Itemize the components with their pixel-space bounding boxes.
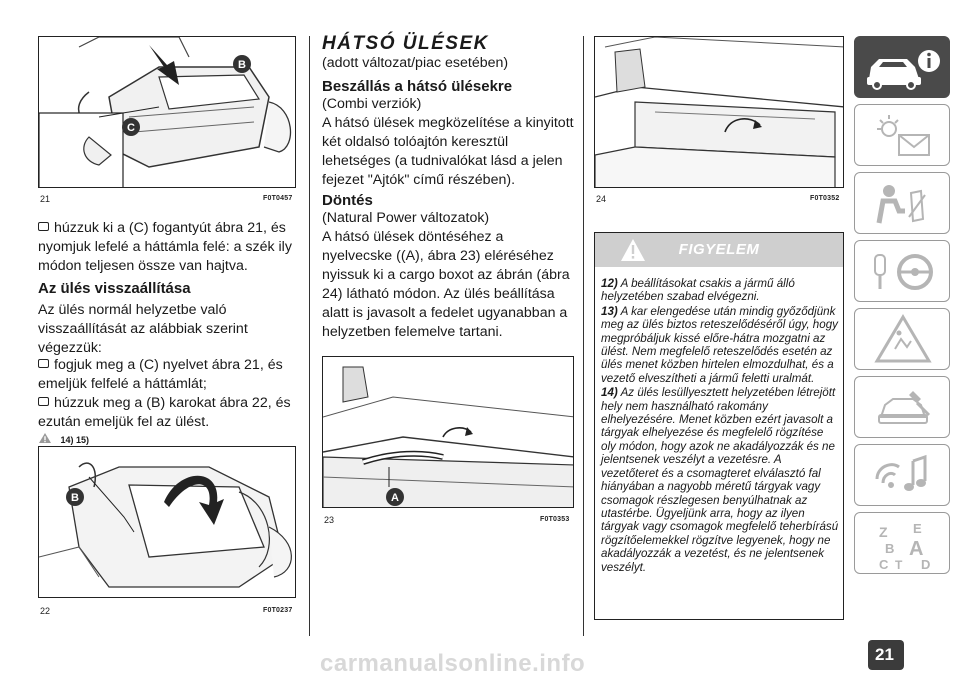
col1-bullet-1: húzzuk ki a (C) fogantyút ábra 21, és nyomjuk lefelé a háttámla felé: a szék ily módon teljesen össze van hajtva.: [38, 220, 292, 274]
svg-text:E: E: [913, 521, 922, 536]
warning-item-12: 12) A beállításokat csakis a jármű álló helyzetében szabad elvégezni.: [601, 277, 795, 304]
seat-fold-illustration: [39, 37, 296, 188]
warning-item-14: 14) Az ülés lesüllyesztett helyzetében létrejött hely nem használható rakomány elhelyezésére. Menet közben ezért javasolt a tárgyak elhelyezése és megfelelő rögzítése oly módon, hogy azok ne akadályozzák és ne jelentsenek veszélyt a vezetésre. A vezetőteret és a csomagteret elválasztó fal hiányában a nagyobb méretű tárgyak vagy csomagok részlegesen benyúlhatnak az utastérbe. Ügyeljünk arra, hogy az ilyen tárgyak vagy csomagok megfelelő teherbírású rögzítőelemekkel rögzítve legyenek, hogy ne akadályozzák a vezetést, és ne jelentsenek veszélyt.: [601, 386, 839, 574]
figure-21: [38, 36, 296, 188]
col2-heading-1: Beszállás a hátsó ülésekre: [322, 78, 513, 95]
column-divider-1: [309, 36, 310, 636]
col1-intro: Az ülés normál helyzetbe való visszaállítását az alábbiak szerint végezzük:: [38, 302, 248, 356]
checkbox-bullet-icon: [38, 397, 49, 406]
col2-paragraph-1: A hátsó ülések megközelítése a kinyitott két oldalsó tolóajtón keresztül lehetséges (a tudnivalókat lásd a jelen fejezet "Ajtók" című részében).: [322, 115, 574, 188]
tab-safety[interactable]: [854, 172, 950, 234]
tab-steering-key[interactable]: [854, 240, 950, 302]
index-letters-icon: [855, 513, 951, 575]
figure-23-code: F0T0353: [540, 516, 570, 523]
maintenance-icon: [855, 377, 951, 439]
svg-text:C: C: [879, 557, 889, 572]
svg-text:Z: Z: [879, 524, 888, 540]
col2-heading-1-sub: (Combi verziók): [322, 96, 422, 112]
checkbox-bullet-icon: [38, 359, 49, 368]
svg-text:T: T: [895, 558, 903, 572]
tab-maintenance[interactable]: [854, 376, 950, 438]
watermark: carmanualsonline.info: [320, 650, 586, 677]
callout-c-label: C: [127, 122, 135, 134]
col1-warning-ref: 14) 15): [38, 430, 85, 448]
warning-triangle-icon: [38, 432, 52, 444]
svg-text:A: A: [909, 538, 924, 560]
figure-22: [38, 446, 296, 598]
col1-bullet-2: fogjuk meg a (C) nyelvet ábra 21, és emeljük felfelé a háttámlát;: [38, 357, 283, 392]
multimedia-icon: [855, 445, 951, 507]
figure-22-number: 22: [40, 606, 51, 616]
svg-text:B: B: [885, 541, 895, 556]
warning-box-header: [595, 233, 843, 267]
cargo-box-tab-illustration: [323, 357, 574, 508]
col2-heading-2-sub: (Natural Power változatok): [322, 210, 490, 226]
figure-23: [322, 356, 574, 508]
figure-21-number: 21: [40, 194, 51, 204]
column-divider-2: [583, 36, 584, 636]
callout-b-label: B: [71, 492, 79, 504]
col1-heading: Az ülés visszaállítása: [38, 280, 191, 297]
warning-body: [601, 277, 841, 574]
col2-paragraph-2: A hátsó ülések döntéséhez a nyelvecske ((A), ábra 23) eléréséhez nyissuk ki a cargo boxot az ábrán (ábra 24) látható módon. Az ülés beállítása alatt is javasolt a fedelet ugyanabban a helyzetben felemelve tartani.: [322, 229, 570, 340]
tab-multimedia[interactable]: [854, 444, 950, 506]
steering-key-icon: [855, 241, 951, 303]
callout-a-label: A: [391, 492, 399, 504]
section-title: HÁTSÓ ÜLÉSEK: [322, 33, 489, 54]
callout-b-label: B: [238, 59, 246, 71]
figure-21-code: F0T0457: [263, 195, 293, 202]
col1-bullet-3: húzzuk meg a (B) karokat ábra 22, és ezután emeljük fel az ülést.: [38, 395, 291, 430]
warning-title: FIGYELEM: [678, 241, 760, 258]
seat-lever-illustration: [39, 447, 296, 598]
cargo-box-open-illustration: [595, 37, 844, 188]
safety-icon: [855, 173, 951, 235]
tab-index[interactable]: [854, 512, 950, 574]
dashboard-lights-icon: [855, 105, 951, 167]
page-number: 21: [875, 645, 894, 664]
figure-24-code: F0T0352: [810, 195, 840, 202]
warning-triangle-icon: [855, 309, 951, 371]
col2-heading-2: Döntés: [322, 192, 373, 209]
svg-text:D: D: [921, 557, 931, 572]
section-subtitle: (adott változat/piac esetében): [322, 55, 509, 71]
car-info-icon: [855, 37, 951, 99]
figure-24: [594, 36, 844, 188]
tab-warning[interactable]: [854, 308, 950, 370]
figure-22-code: F0T0237: [263, 607, 293, 614]
warning-item-13: 13) A kar elengedése után mindig győződjünk meg az ülés biztos reteszelődéséről úgy, hogy megpróbáljuk kissé előre-hátra mozgatni az ülést. Nem megfelelő reteszelődés esetén az ülés menet közben hirtelen elmozdulhat, és a vezető elveszítheti a jármű feletti uralmát.: [601, 304, 838, 385]
tab-car-info[interactable]: [854, 36, 950, 98]
figure-24-number: 24: [596, 194, 607, 204]
warning-box: [594, 232, 844, 620]
tab-dashboard-lights[interactable]: [854, 104, 950, 166]
figure-23-number: 23: [324, 515, 335, 525]
checkbox-bullet-icon: [38, 222, 49, 231]
